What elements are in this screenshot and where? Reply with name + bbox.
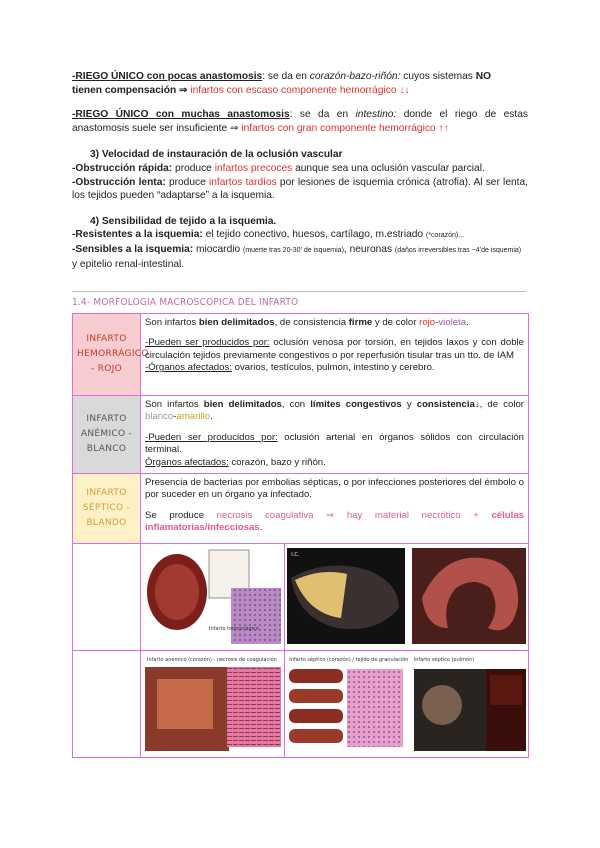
infarct-photo-svg [143, 655, 283, 753]
paragraph-riego-pocas [72, 70, 528, 97]
color-word-white: blanco [145, 411, 174, 423]
organ-name: intestino: [355, 109, 397, 121]
table-row [73, 474, 529, 544]
text-fragment: el tejido conectivo, huesos, cartílago, m.estriado [202, 229, 426, 241]
empty-cell [73, 544, 141, 651]
underlined-term: -Órganos afectados: [145, 362, 232, 374]
text-fragment: : se da en [262, 71, 310, 82]
label-anemico: INFARTO ANÉMICO - BLANCO [73, 396, 141, 474]
text-fragment: Presencia de bacterias por embolias sépticas, o por infecciones posteriores del émbolo o por suceder en un órgano ya infectado. [145, 477, 525, 501]
color-word-violet: violeta [438, 317, 467, 328]
text-fragment: y [401, 399, 417, 410]
photo-cell [141, 544, 285, 651]
text-fragment: tienen compensación ⇒ [72, 84, 191, 96]
paragraph-riego-muchas [72, 108, 528, 135]
sec4-line1 [72, 228, 528, 243]
table-row [73, 544, 529, 651]
bold-term: bien delimitados [203, 399, 282, 410]
photo-caption: Infarto hemorrágico [209, 626, 259, 632]
bold-term: firme [348, 317, 373, 328]
desc-anemico [141, 396, 529, 474]
hemorrhagic-infarct-photo [143, 548, 283, 646]
riego-pocas-heading: -RIEGO ÚNICO con pocas anastomosis [72, 71, 263, 82]
text-fragment: corazón, bazo y riñón. [228, 456, 326, 468]
underlined-term: -Pueden ser producidos por: [145, 431, 278, 443]
photo-caption: I.C. [291, 552, 300, 558]
text-fragment: , con [281, 399, 311, 410]
text-fragment: . [259, 522, 263, 534]
photo-cell [285, 651, 529, 758]
section-4-heading: 4) Sensibilidad de tejido a la isquemia. [90, 215, 277, 227]
text-fragment: ovarios, testículos, pulmon, intestino y cerebro. [231, 362, 435, 374]
table-row [73, 651, 529, 758]
text-fragment: . [210, 411, 213, 423]
infarct-photo-svg [412, 655, 526, 751]
text-fragment: Son infartos [145, 399, 204, 410]
text-fragment: - [173, 411, 177, 423]
table-row [73, 314, 529, 396]
text-fragment: produce [165, 176, 209, 188]
red-highlight: infartos tardíos [208, 176, 277, 188]
red-highlight: infartos con escaso componente hemorrágico ↓↓ [190, 84, 410, 96]
text-fragment: oclusión arterial en órganos sólidos con circulación terminal. [145, 431, 525, 456]
section-title: 1.4- MORFOLOGIA MACROSCOPICA DEL INFARTO [72, 297, 299, 308]
anemic-heart-photo [143, 655, 283, 753]
bold-term: bien delimitados [198, 317, 275, 328]
photo-caption: Infarto anémico (corazón) - necrosis de coagulación [147, 657, 277, 663]
section-3-heading: 3) Velocidad de instauración de la oclusión vascular [90, 149, 343, 161]
label-hemorragico: INFARTO HEMORRÁGICO - ROJO [73, 314, 141, 396]
color-word-red: rojo [419, 317, 436, 328]
bold-term: límites congestivos [310, 399, 402, 410]
septic-heart-slices-photo [287, 655, 409, 751]
bold-term: -Resistentes a la isquemia: [72, 229, 203, 241]
underlined-term: Órganos afectados: [145, 456, 229, 468]
text-fragment: y epitelio renal-intestinal. [72, 258, 185, 270]
infarct-photo-svg [287, 548, 405, 644]
text-fragment: . [466, 317, 469, 328]
empty-cell [73, 651, 141, 758]
photo-cell [285, 544, 529, 651]
desc-septico [141, 474, 529, 544]
anemic-infarct-photo [287, 548, 405, 644]
text-fragment: produce [172, 162, 215, 174]
red-highlight: infartos con gran componente hemorrágico ↑↑ [241, 122, 449, 134]
photo-caption: Infarto séptico (pulmón) [413, 657, 475, 663]
table-row [73, 396, 529, 474]
bold-term: -Obstrucción rápida: [72, 162, 173, 174]
photo-caption: Infarto séptico (corazón) / tejido de granulación [289, 657, 409, 663]
text-fragment: donde el riego de estas anastomosis suele ser insuficiente ⇒ [72, 109, 528, 134]
text-fragment: cuyos sistemas [400, 71, 476, 82]
sec4-line2 [72, 243, 528, 271]
small-note: (*corazón)... [425, 232, 465, 240]
sec3-line2 [72, 176, 528, 203]
text-fragment: Son infartos [145, 317, 199, 328]
text-fragment: : se da en [289, 109, 356, 121]
riego-muchas-heading: -RIEGO ÚNICO con muchas anastomosis [72, 109, 290, 121]
text-fragment: miocardio [193, 243, 243, 255]
page-body [72, 70, 528, 271]
pink-highlight: necrosis coagulativa ⇒ hay material necrótico + [216, 509, 492, 521]
text-fragment: oclusión venosa por torsión, en tejidos laxos y con doble circulación tejidos previamente congestivos o por reperfusión tisular tras un tto. de IAM [145, 337, 525, 361]
septic-lung-photo [412, 655, 526, 751]
text-fragment: y de color [372, 317, 420, 328]
sec3-line1 [72, 162, 528, 176]
underlined-term: -Pueden ser producidos por: [145, 337, 270, 349]
red-highlight: infartos precoces [214, 162, 293, 174]
text-fragment: , de color [479, 399, 524, 410]
label-septico: INFARTO SÉPTICO - BLANDO [73, 474, 141, 544]
text-fragment: aunque sea una oclusión vascular parcial. [292, 162, 485, 174]
infarct-photo-svg [287, 655, 405, 751]
small-note: (daños irreversibles tras ~4’de isquemia) [394, 246, 522, 254]
horizontal-divider [72, 291, 526, 292]
color-word-yellow: amarillo [176, 411, 211, 423]
text-fragment: por lesiones de isquemia crónica (atrofia). Al ser lenta, los tejidos pueden “adaptarse” a la isquemia. [72, 176, 528, 202]
bold-term: -Obstrucción lenta: [72, 176, 166, 188]
photo-cell [141, 651, 285, 758]
infarct-photo-svg [412, 548, 526, 644]
text-fragment: Se produce [145, 509, 217, 521]
text-fragment: - [435, 317, 439, 328]
text-fragment: , de consistencia [274, 317, 349, 328]
text-fragment: , neuronas [343, 243, 395, 255]
small-note: (muerte tras 20-30’ de isquemia) [243, 246, 344, 254]
septic-infarct-photo [412, 548, 526, 644]
bold-term: consistencia↓ [416, 399, 480, 410]
organs-list: corazón-bazo-riñón: [309, 71, 401, 82]
infarct-morphology-table [72, 313, 529, 758]
bold-term: células inflamatorias/infecciosas [145, 509, 524, 534]
no-emphasis: NO [475, 71, 491, 82]
desc-hemorragico [141, 314, 529, 396]
bold-term: -Sensibles a la isquemia: [72, 243, 194, 255]
